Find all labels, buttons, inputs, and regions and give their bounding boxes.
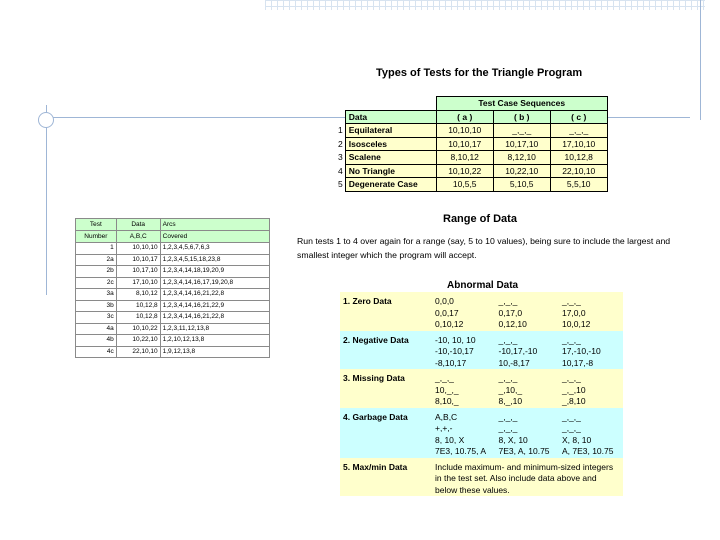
data-cell: 10,10,17 <box>116 254 160 266</box>
abnormal-values-cell <box>432 331 495 370</box>
abnormal-value: A, 7E3, 10.75 <box>561 446 614 456</box>
abnormal-group-row <box>340 292 623 331</box>
sequence-a-cell: 8,10,12 <box>436 151 493 165</box>
arcs-table-body <box>76 243 270 358</box>
abnormal-value: _,_,_ <box>498 411 518 422</box>
range-title: Range of Data <box>443 213 517 225</box>
row-number: 5 <box>338 179 343 190</box>
abnormal-value: _,_,_ <box>561 373 581 383</box>
sequence-header: Test Case Sequences <box>436 97 607 111</box>
abnormal-values-cell <box>559 331 623 370</box>
table-row <box>76 312 270 324</box>
abnormal-value: _,_,_ <box>561 296 581 306</box>
column-a-header: ( a ) <box>436 110 493 124</box>
abnormal-data-table <box>340 292 623 496</box>
range-description: Run tests 1 to 4 over again for a range (say, 5 to 10 values), being sure to include the largest and smallest integer which the program will accept. <box>297 236 671 260</box>
table-row <box>76 323 270 335</box>
test-type-name: Degenerate Case <box>345 178 436 192</box>
arcs-covered-table <box>75 218 270 358</box>
data-cell: 10,10,10 <box>116 243 160 255</box>
table-row <box>76 266 270 278</box>
sequence-c-cell: 22,10,10 <box>550 164 607 178</box>
abnormal-value: -10, 10, 10 <box>435 334 476 345</box>
abnormal-group-row <box>340 458 623 497</box>
column-c-header: ( c ) <box>550 110 607 124</box>
abnormal-value: -10,17,-10 <box>498 346 538 356</box>
abnormal-value: 7E3, A, 10.75 <box>498 446 550 456</box>
arcs-header: Arcs <box>160 219 269 231</box>
sequence-a-cell: 10,10,10 <box>436 124 493 138</box>
abnormal-values-cell <box>432 369 495 408</box>
test-type-name: Scalene <box>345 151 436 165</box>
abnormal-value: 7E3, 10.75, A <box>435 446 487 456</box>
table-row <box>76 277 270 289</box>
abnormal-value: +,+,- <box>435 423 453 433</box>
abnormal-group-row <box>340 408 623 458</box>
sequence-c-cell: _,_,_ <box>550 124 607 138</box>
sequence-a-cell: 10,10,22 <box>436 164 493 178</box>
abnormal-category-label: 2. Negative Data <box>343 334 409 345</box>
sequence-b-cell: 10,22,10 <box>493 164 550 178</box>
sequence-b-cell: _,_,_ <box>493 124 550 138</box>
data-cell: 10,12,8 <box>116 312 160 324</box>
abnormal-values-cell <box>559 369 623 408</box>
test-number-cell: 3b <box>76 300 117 312</box>
data-cell: 22,10,10 <box>116 346 160 358</box>
abnormal-values-cell <box>495 331 558 370</box>
arcs-cell: 1,2,3,4,14,16,21,22,8 <box>160 312 269 324</box>
data-cell: 10,22,10 <box>116 335 160 347</box>
types-table-title: Types of Tests for the Triangle Program <box>376 67 583 79</box>
test-type-name: Equilateral <box>345 124 436 138</box>
table-row <box>335 124 607 138</box>
abnormal-value: _,10,_ <box>498 384 523 395</box>
sequence-a-cell: 10,10,17 <box>436 137 493 151</box>
test-type-name: No Triangle <box>345 164 436 178</box>
abnormal-category-label: 3. Missing Data <box>343 373 405 383</box>
abnormal-values-cell <box>559 292 623 331</box>
test-number-cell: 4a <box>76 323 117 335</box>
abnormal-value: 0,12,10 <box>498 319 527 329</box>
abnormal-value: 0,10,12 <box>435 319 464 329</box>
row-number: 2 <box>338 138 343 149</box>
abnormal-value: _,_,_ <box>498 423 518 433</box>
test-number-cell: 2c <box>76 277 117 289</box>
test-number-cell: 4c <box>76 346 117 358</box>
arcs-cell: 1,2,3,4,14,16,21,22,9 <box>160 300 269 312</box>
abnormal-value: X, 8, 10 <box>561 434 592 445</box>
table-row <box>76 289 270 301</box>
abnormal-value: _,_,10 <box>561 384 586 395</box>
abnormal-category-label: 5. Max/min Data <box>343 461 408 472</box>
abnormal-value: 10,-8,17 <box>498 357 530 368</box>
decorative-vertical-line <box>46 105 47 295</box>
sequence-header-row <box>335 97 607 111</box>
data-cell: 17,10,10 <box>116 277 160 289</box>
abnormal-value: _,_,_ <box>498 373 518 383</box>
test-number-cell: 2b <box>76 266 117 278</box>
abnormal-value: _,8,10 <box>561 396 586 406</box>
abnormal-values-cell <box>432 292 495 331</box>
row-number: 3 <box>338 152 343 163</box>
abnormal-value: _,_,_ <box>561 334 581 345</box>
sequence-c-cell: 5,5,10 <box>550 178 607 192</box>
abnormal-group-row <box>340 331 623 370</box>
maxmin-description: Include maximum- and minimum-sized integers in the test set. Also include data above and below these values. <box>435 461 614 495</box>
abnormal-title: Abnormal Data <box>447 280 519 291</box>
table-row <box>335 178 607 192</box>
arcs-cell: 1,2,3,4,14,16,17,19,20,8 <box>160 277 269 289</box>
arcs-cell: 1,2,3,4,5,6,7,6,3 <box>160 243 269 255</box>
abnormal-values-cell <box>559 408 623 458</box>
abnormal-value: 17,0,0 <box>561 307 586 318</box>
arcs-header-row-2 <box>76 231 270 243</box>
arcs-header-row-1 <box>76 219 270 231</box>
abc-header: A,B,C <box>116 231 160 243</box>
abnormal-value: _,_,_ <box>561 423 581 433</box>
abnormal-values-cell <box>432 408 495 458</box>
sequence-c-cell: 10,12,8 <box>550 151 607 165</box>
column-header-row <box>335 110 607 124</box>
data-cell: 10,10,22 <box>116 323 160 335</box>
abnormal-value: _,_,_ <box>498 296 518 306</box>
data-cell: 10,17,10 <box>116 266 160 278</box>
abnormal-value: 8,_,10 <box>498 396 523 406</box>
abnormal-value: -8,10,17 <box>435 357 467 368</box>
table-row <box>335 137 607 151</box>
abnormal-value: 10,17,-8 <box>561 357 594 368</box>
data-cell: 10,12,8 <box>116 300 160 312</box>
data-column-header: Data <box>345 110 436 124</box>
test-header: Test <box>76 219 117 231</box>
abnormal-value: A,B,C <box>435 411 458 422</box>
abnormal-value: 10,_,_ <box>435 384 459 395</box>
abnormal-value: 10,0,12 <box>561 319 591 329</box>
sequence-b-cell: 10,17,10 <box>493 137 550 151</box>
abnormal-value: _,_,_ <box>561 411 581 422</box>
table-row <box>76 335 270 347</box>
decorative-grid-band <box>265 0 705 10</box>
sequence-b-cell: 5,10,5 <box>493 178 550 192</box>
decorative-circle <box>38 112 54 128</box>
table-row <box>76 254 270 266</box>
test-number-cell: 4b <box>76 335 117 347</box>
abnormal-value: 8, X, 10 <box>498 434 528 445</box>
number-header: Number <box>76 231 117 243</box>
abnormal-value: _,_,_ <box>435 373 454 383</box>
abnormal-value: _,_,_ <box>498 334 518 345</box>
abnormal-values-cell <box>495 408 558 458</box>
test-number-cell: 2a <box>76 254 117 266</box>
sequence-a-cell: 10,5,5 <box>436 178 493 192</box>
row-number: 1 <box>338 125 343 136</box>
abnormal-values-cell <box>495 369 558 408</box>
test-type-name: Isosceles <box>345 137 436 151</box>
table-row <box>335 164 607 178</box>
arcs-cell: 1,2,3,4,14,16,21,22,8 <box>160 289 269 301</box>
test-types-body <box>335 97 607 192</box>
abnormal-value: 8, 10, X <box>435 434 465 445</box>
test-number-cell: 1 <box>76 243 117 255</box>
decorative-right-line <box>700 0 701 120</box>
table-row <box>76 300 270 312</box>
table-row <box>76 243 270 255</box>
abnormal-value: 0,0,0 <box>435 296 454 306</box>
column-b-header: ( b ) <box>493 110 550 124</box>
test-number-cell: 3a <box>76 289 117 301</box>
arcs-cell: 1,2,3,4,5,15,18,23,8 <box>160 254 269 266</box>
data-cell: 8,10,12 <box>116 289 160 301</box>
row-number: 4 <box>338 165 343 176</box>
arcs-cell: 1,2,3,11,12,13,8 <box>160 323 269 335</box>
arcs-cell: 1,9,12,13,8 <box>160 346 269 358</box>
test-number-cell: 3c <box>76 312 117 324</box>
abnormal-values-cell <box>495 292 558 331</box>
test-types-table <box>335 96 608 192</box>
table-row <box>335 151 607 165</box>
abnormal-value: 0,17,0 <box>498 307 523 318</box>
abnormal-value: -10,-10,17 <box>435 346 474 356</box>
arcs-cell: 1,2,10,12,13,8 <box>160 335 269 347</box>
sequence-c-cell: 17,10,10 <box>550 137 607 151</box>
abnormal-category-label: 4. Garbage Data <box>343 411 408 422</box>
abnormal-data-body <box>340 292 623 496</box>
data-header: Data <box>116 219 160 231</box>
covered-header: Covered <box>160 231 269 243</box>
abnormal-value: 17,-10,-10 <box>561 346 601 356</box>
arcs-table-header <box>76 219 270 243</box>
abnormal-value: 8,10,_ <box>435 396 459 406</box>
abnormal-group-row <box>340 369 623 408</box>
abnormal-value: 0,0,17 <box>435 307 459 318</box>
arcs-cell: 1,2,3,4,14,18,19,20,9 <box>160 266 269 278</box>
abnormal-category-label: 1. Zero Data <box>343 296 392 306</box>
table-row <box>76 346 270 358</box>
sequence-b-cell: 8,12,10 <box>493 151 550 165</box>
